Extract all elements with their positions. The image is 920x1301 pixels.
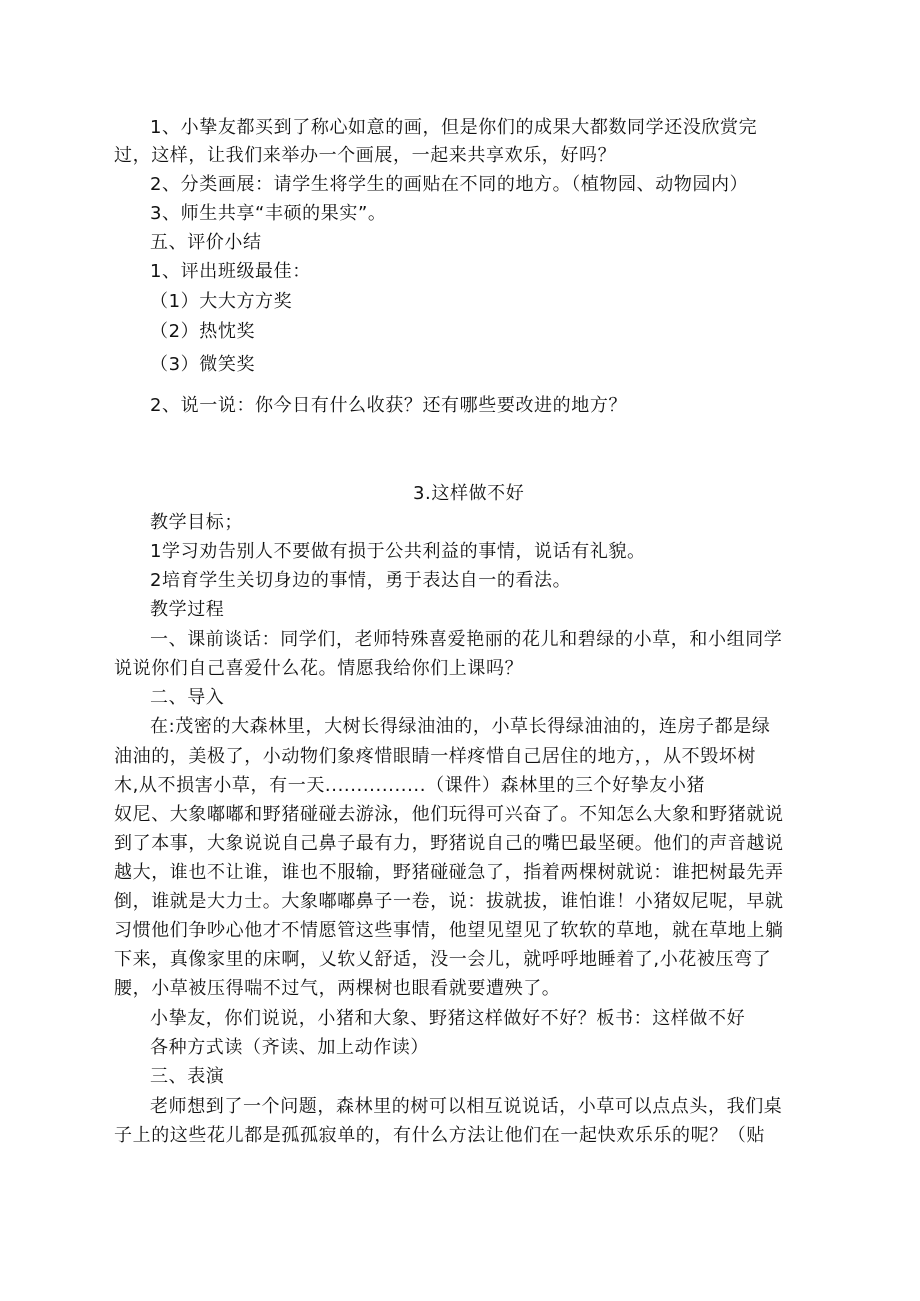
section-heading: 教学过程 [150,599,225,620]
story-line: 下来，真像家里的床啊，乂软乂舒适，没一会儿，就呼呼地睡着了,小花被压弯了 [114,949,772,970]
section-heading: 教学目标； [150,512,243,533]
section-heading: 二、导入 [150,687,225,708]
paragraph-line: 各种方式读（齐读、加上动作读） [150,1037,429,1058]
list-item: 2、分类画展：请学生将学生的画贴在不同的地方。（植物园、动物园内） [150,174,749,195]
story-line: 习惯他们争吵心他才不情愿管这些事情，他望见望见了软软的草地，就在草地上躺 [114,920,784,941]
paragraph-line: 子上的这些花儿都是孤孤寂单的，有什么方法让他们在一起快欢乐乐的呢？（贴 [114,1125,765,1146]
lesson-title: 3.这样做不好 [413,483,525,504]
story-line: 木,从不损害小草，有一天................（课件）森林里的三个好挚友小猪 [114,775,706,796]
story-line: 奴尼、大象嘟嘟和野猪碰碰去游泳，他们玩得可兴奋了。不知怎么大象和野猪就说 [114,804,784,825]
goal-item: 2培育学生关切身边的事情，勇于表达自一的看法。 [150,570,572,591]
paragraph-line: 1、小挚友都买到了称心如意的画，但是你们的成果大都数同学还没欣赏完 [150,117,758,138]
story-line: 油油的，美极了，小动物们象疼惜眼睛一样疼惜自己居住的地方，，从不毁坏树 [114,746,756,767]
award-item: （3）微笑奖 [150,354,256,375]
story-line: 越大，谁也不让谁，谁也不服输，野猪碰碰急了，指着两棵树就说：谁把树最先弄 [114,862,784,883]
list-item: 3、师生共享“丰硕的果实”。 [150,203,387,224]
section-heading: 五、评价小结 [150,232,262,253]
section-heading: 三、表演 [150,1066,225,1087]
story-line: 倒，谁就是大力士。大象嘟嘟鼻子一卷，说：拔就拔，谁怕谁！小猪奴尼呢，早就 [114,891,784,912]
paragraph-line: 一、课前谈话：同学们，老师特殊喜爱艳丽的花儿和碧绿的小草，和小组同学 [150,629,783,650]
goal-item: 1学习劝告别人不要做有损于公共利益的事情，说话有礼貌。 [150,541,646,562]
list-item: 2、说一说：你今日有什么收获？还有哪些要改进的地方？ [150,395,628,416]
story-line: 到了本事，大象说说自己鼻子最有力，野猪说自己的嘴巴最坚硬。他们的声音越说 [114,833,784,854]
list-item: 1、评出班级最佳： [150,261,311,282]
paragraph-line: 过，这样，让我们来举办一个画展，一起来共享欢乐，好吗？ [114,145,617,166]
award-item: （2）热忱奖 [150,321,256,342]
paragraph-line: 说说你们自己喜爱什么花。情愿我给你们上课吗？ [114,658,524,679]
story-line: 在:茂密的大森林里，大树长得绿油油的，小草长得绿油油的，连房子都是绿 [150,716,771,737]
story-line: 腰，小草被压得喘不过气，两棵树也眼看就要遭殃了。 [114,978,561,999]
paragraph-line: 老师想到了一个问题，森林里的树可以相互说说话，小草可以点点头，我们桌 [150,1096,783,1117]
award-item: （1）大大方方奖 [150,291,293,312]
paragraph-line: 小挚友，你们说说，小猪和大象、野猪这样做好不好？板书：这样做不好 [150,1008,746,1029]
